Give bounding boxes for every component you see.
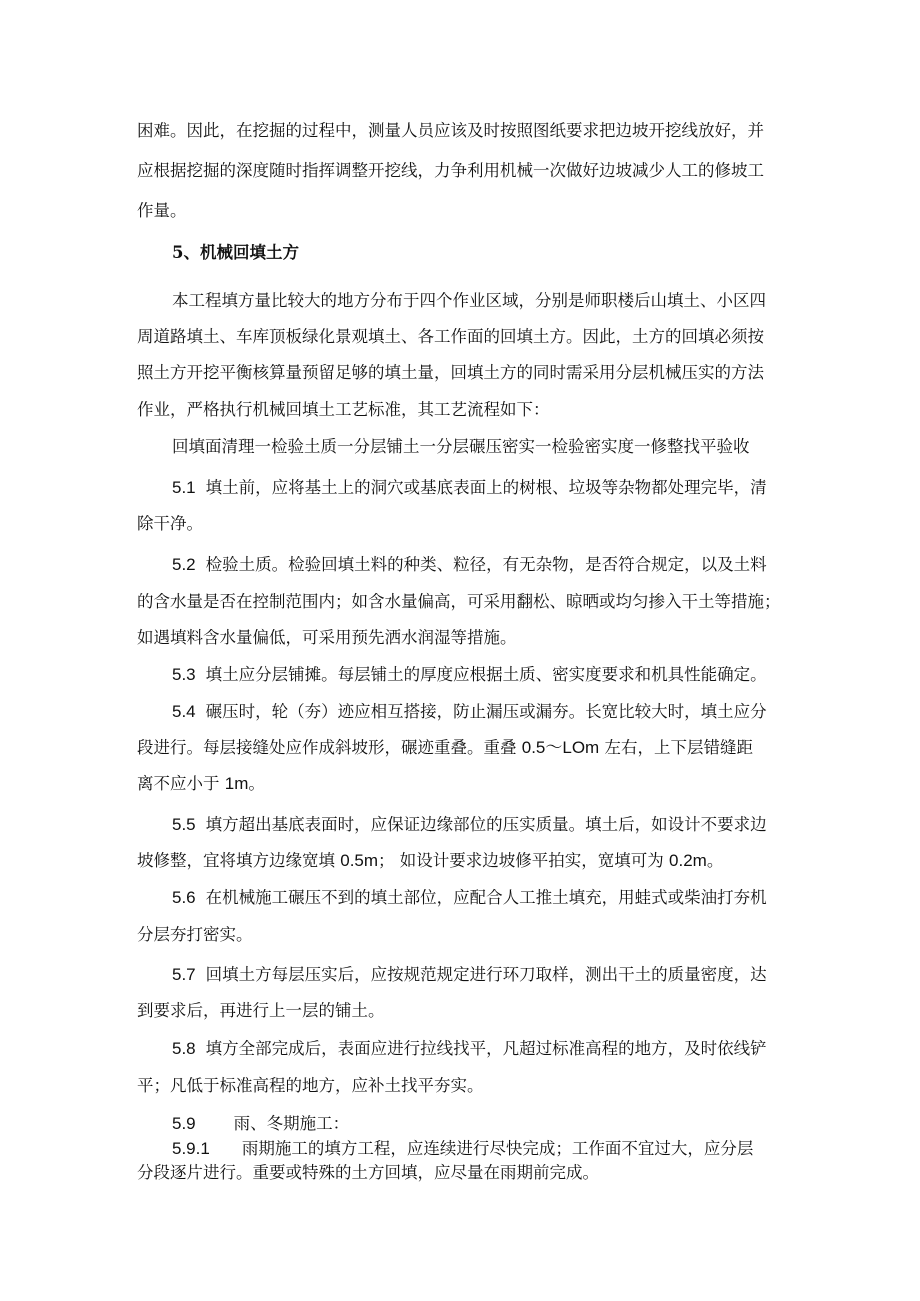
item-5-7-line-2: 到要求后，再进行上一层的铺土。 bbox=[137, 1001, 385, 1020]
process-flow: 回填面清理一检验土质一分层铺土一分层碾压密实一检验密实度一修整找平验收 bbox=[172, 437, 750, 456]
item-5-2-line-1 bbox=[172, 555, 822, 575]
intro-line-3: 作量。 bbox=[137, 201, 187, 220]
item-5-6-line-1 bbox=[172, 888, 822, 908]
item-5-4-line-2 bbox=[137, 738, 787, 758]
para5-line-3: 照土方开挖平衡核算量预留足够的填土量，回填土方的同时需采用分层机械压实的方法 bbox=[137, 363, 764, 382]
item-5-3-number: 5.3 bbox=[172, 665, 196, 684]
item-5-7-number: 5.7 bbox=[172, 965, 196, 984]
item-5-1-line-2: 除干净。 bbox=[137, 514, 203, 533]
item-5-4-distance: 1m bbox=[224, 774, 249, 793]
item-5-5-width-2: 0.2m bbox=[669, 851, 707, 870]
item-5-6-line-2: 分层夯打密实。 bbox=[137, 925, 253, 944]
item-5-8-number: 5.8 bbox=[172, 1039, 196, 1058]
item-5-4-text-3a: 离不应小于 bbox=[137, 774, 225, 793]
item-5-4-text-3b: 。 bbox=[248, 774, 265, 793]
item-5-9-1-number: 5.9.1 bbox=[172, 1139, 210, 1158]
item-5-3-text: 填土应分层铺摊。每层铺土的厚度应根据土质、密实度要求和机具性能确定。 bbox=[205, 665, 767, 684]
item-5-5-text-2c: 。 bbox=[706, 851, 724, 870]
item-5-8-line-2: 平；凡低于标准高程的地方，应补土找平夯实。 bbox=[137, 1076, 484, 1095]
item-5-5-number: 5.5 bbox=[172, 815, 196, 834]
item-5-8-text: 填方全部完成后，表面应进行拉线找平，凡超过标准高程的地方，及时依线铲 bbox=[205, 1039, 767, 1058]
item-5-3-line-1 bbox=[172, 665, 822, 685]
item-5-8-line-1 bbox=[172, 1039, 822, 1059]
item-5-4-text-2b: 左右，上下层错缝距 bbox=[599, 738, 753, 757]
item-5-4-text: 碾压时，轮（夯）迹应相互搭接，防止漏压或漏夯。长宽比较大时，填土应分 bbox=[205, 702, 767, 721]
item-5-4-range: 0.5～LOm bbox=[521, 738, 600, 757]
item-5-9-1-line-2: 分段逐片进行。重要或特殊的土方回填，应尽量在雨期前完成。 bbox=[137, 1163, 599, 1182]
item-5-9-1-text: 雨期施工的填方工程，应连续进行尽快完成；工作面不宜过大，应分层 bbox=[241, 1139, 754, 1158]
item-5-1-line-1 bbox=[172, 478, 822, 498]
item-5-5-width-1: 0.5m bbox=[340, 851, 379, 870]
item-5-2-line-2: 的含水量是否在控制范围内；如含水量偏高，可采用翻松、晾晒或均匀掺入干土等措施； bbox=[137, 592, 781, 611]
item-5-5-text-2a: 坡修整，宜将填方边缘宽填 bbox=[137, 851, 341, 870]
item-5-1-number: 5.1 bbox=[172, 478, 196, 497]
item-5-2-line-3: 如遇填料含水量偏低，可采用预先洒水润湿等措施。 bbox=[137, 628, 517, 647]
item-5-7-text: 回填土方每层压实后，应按规范规定进行环刀取样，测出干土的质量密度，达 bbox=[205, 965, 767, 984]
item-5-9-1-line-1 bbox=[172, 1139, 822, 1159]
intro-line-1: 困难。因此，在挖掘的过程中，测量人员应该及时按照图纸要求把边坡开挖线放好，并 bbox=[137, 121, 764, 140]
item-5-9-line bbox=[172, 1114, 822, 1134]
item-5-6-text: 在机械施工碾压不到的填土部位，应配合人工推土填充，用蛙式或柴油打夯机 bbox=[205, 888, 767, 907]
item-5-4-number: 5.4 bbox=[172, 702, 196, 721]
item-5-4-line-1 bbox=[172, 702, 822, 722]
item-5-9-number: 5.9 bbox=[172, 1114, 196, 1133]
item-5-1-text: 填土前，应将基土上的洞穴或基底表面上的树根、垃圾等杂物都处理完毕，清 bbox=[205, 478, 767, 497]
item-5-7-line-1 bbox=[172, 965, 822, 985]
para5-line-2: 周道路填土、车库顶板绿化景观填土、各工作面的回填土方。因此，土方的回填必须按 bbox=[137, 327, 764, 346]
item-5-2-text: 检验土质。检验回填土料的种类、粒径，有无杂物，是否符合规定，以及土料 bbox=[205, 555, 767, 574]
section-5-heading: 5、机械回填土方 bbox=[172, 243, 299, 262]
item-5-5-line-2 bbox=[137, 851, 787, 871]
item-5-4-text-2a: 段进行。每层接缝处应作成斜坡形，碾迹重叠。重叠 bbox=[137, 738, 522, 757]
item-5-5-line-1 bbox=[172, 815, 822, 835]
item-5-4-line-3 bbox=[137, 774, 787, 794]
item-5-5-text-2b: ； 如设计要求边坡修平拍实，宽填可为 bbox=[378, 851, 670, 870]
item-5-5-text: 填方超出基底表面时，应保证边缘部位的压实质量。填土后，如设计不要求边 bbox=[205, 815, 767, 834]
intro-line-2: 应根据挖掘的深度随时指挥调整开挖线，力争利用机械一次做好边坡减少人工的修坡工 bbox=[137, 161, 764, 180]
item-5-2-number: 5.2 bbox=[172, 555, 196, 574]
item-5-6-number: 5.6 bbox=[172, 888, 196, 907]
item-5-9-title: 雨、冬期施工： bbox=[233, 1114, 350, 1133]
para5-line-1: 本工程填方量比较大的地方分布于四个作业区域，分别是师职楼后山填土、小区四 bbox=[172, 291, 766, 310]
para5-line-4: 作业，严格执行机械回填土工艺标准，其工艺流程如下： bbox=[137, 400, 550, 419]
